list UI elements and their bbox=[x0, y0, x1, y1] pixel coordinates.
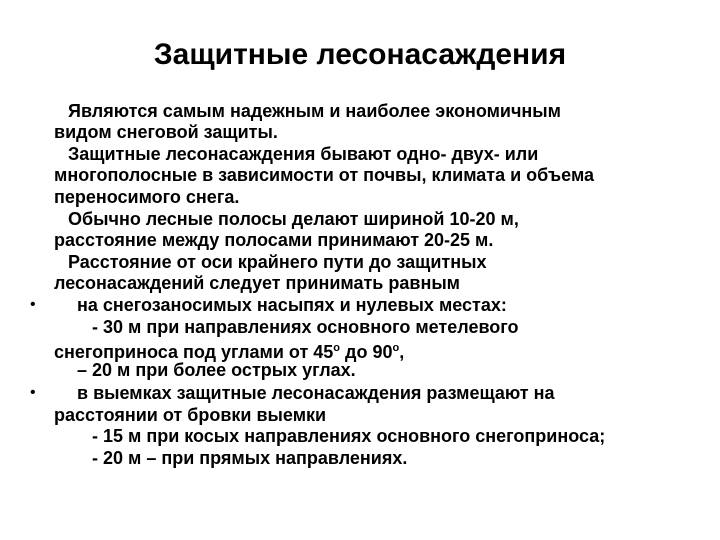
text-line: в выемках защитные лесонасаждения размещают на bbox=[77, 383, 555, 403]
text-fragment: , bbox=[399, 342, 405, 362]
text-line: - 20 м – при прямых направлениях. bbox=[92, 448, 408, 468]
degree-sign: о bbox=[333, 342, 341, 354]
text-line: расстояние между полосами принимают 20-25 м. bbox=[54, 230, 494, 250]
text-line: - 15 м при косых направлениях основного снегоприноса; bbox=[92, 426, 606, 446]
text-line: Расстояние от оси крайнего пути до защитных bbox=[68, 252, 487, 272]
bullet-marker: • bbox=[30, 296, 36, 313]
text-line: лесонасаждений следует принимать равным bbox=[54, 273, 461, 293]
text-line: многополосные в зависимости от почвы, климата и объема bbox=[54, 165, 595, 185]
text-line: расстоянии от бровки выемки bbox=[54, 405, 327, 425]
text-line: – 20 м при более острых углах. bbox=[77, 360, 356, 380]
text-line: Обычно лесные полосы делают шириной 10-20 м, bbox=[68, 209, 519, 229]
degree-sign: о bbox=[392, 342, 400, 354]
text-line: - 30 м при направлениях основного метелевого bbox=[92, 317, 519, 337]
bullet-marker: • bbox=[30, 384, 36, 401]
text-fragment: до 90 bbox=[340, 342, 393, 362]
text-line: Защитные лесонасаждения бывают одно- двух- или bbox=[68, 144, 539, 164]
text-fragment: снегоприноса под углами от 45 bbox=[54, 342, 334, 362]
slide-title: Защитные лесонасаждения bbox=[153, 38, 567, 71]
text-line: на снегозаносимых насыпях и нулевых местах: bbox=[77, 295, 507, 315]
text-line: Являются самым надежным и наиболее экономичным bbox=[68, 101, 561, 121]
text-line: переносимого снега. bbox=[54, 187, 240, 207]
text-line: видом снеговой защиты. bbox=[54, 122, 278, 142]
